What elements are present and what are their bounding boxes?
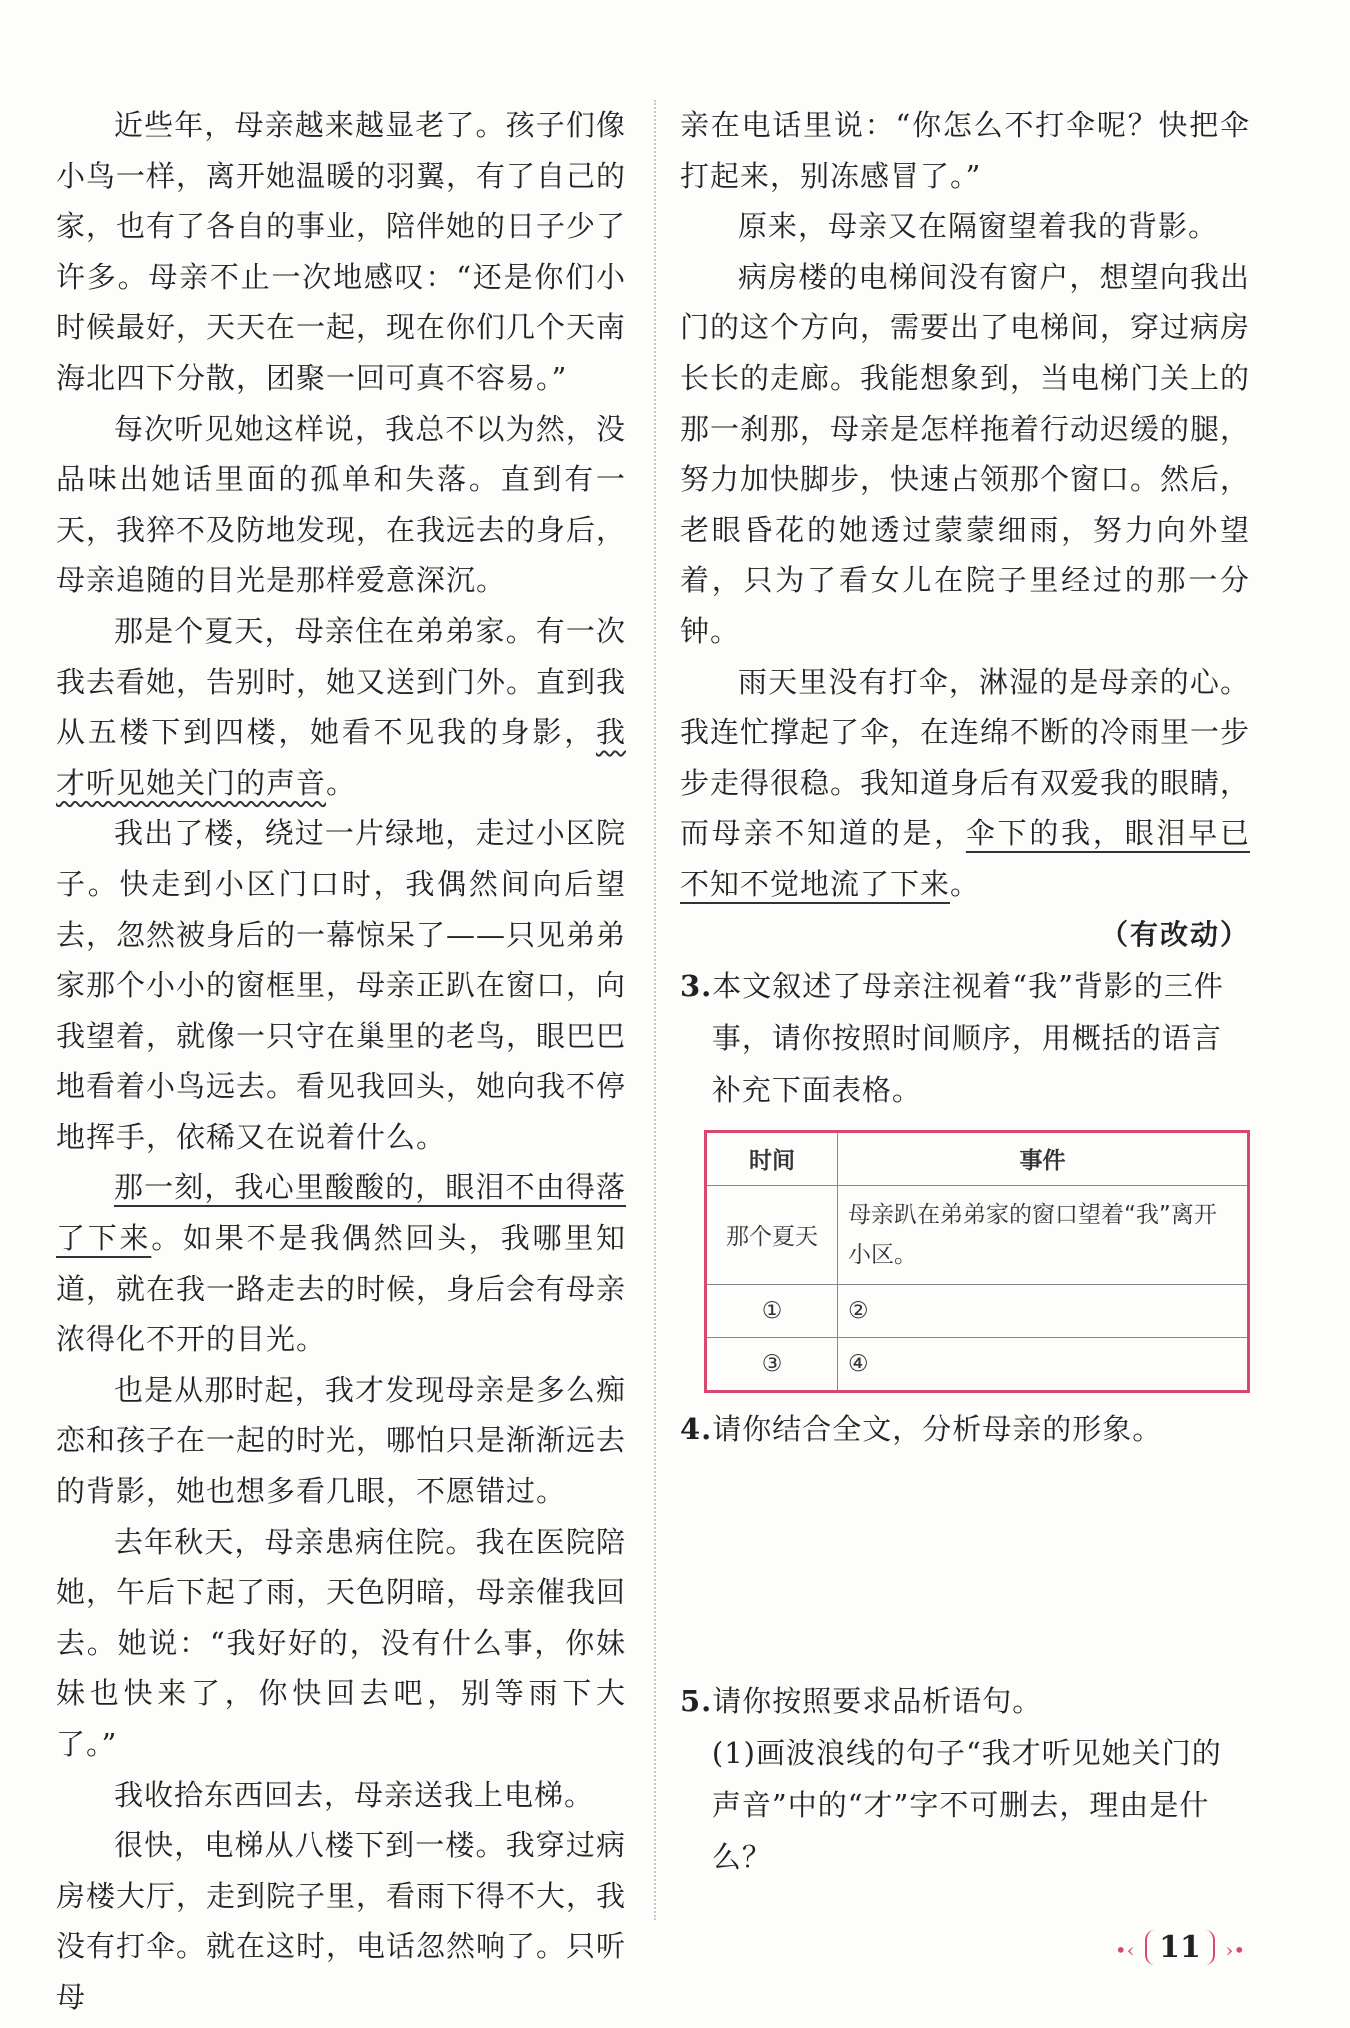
- paragraph: 病房楼的电梯间没有窗户，想望向我出门的这个方向，需要出了电梯间，穿过病房长长的走廊。我能想象到，当电梯门关上的那一刹那，母亲是怎样拖着行动迟缓的腿，努力加快脚步，快速占领那个窗口。然后，老眼昏花的她透过蒙蒙细雨，努力向外望着，只为了看女儿在院子里经过的那一分钟。: [680, 259, 1251, 648]
- question-text: 请你结合全文，分析母亲的形象。: [712, 1411, 1163, 1446]
- table-row: [706, 1284, 1249, 1337]
- paragraph: 很快，电梯从八楼下到一楼。我穿过病房楼大厅，走到院子里，看雨下得不大，我没有打伞。就在这时，电话忽然响了。只听母: [56, 1828, 627, 2014]
- underlined-sentence: 那一刻，我心里酸酸的，眼泪不由得落了下来: [56, 1170, 626, 1256]
- question-5-1: (1)画波浪线的句子“我才听见她关门的声音”中的“才”字不可删去，理由是什么？: [711, 1735, 1222, 1874]
- question-5: [680, 1675, 1250, 1727]
- paragraph: [56, 1162, 626, 1364]
- table-cell-time: 那个夏天: [706, 1185, 838, 1284]
- table-row: [706, 1337, 1249, 1391]
- text-run: 。如果不是我偶然回头，我哪里知道，就在我一路走去的时候，身后会有母亲浓得化不开的目光。: [56, 1221, 627, 1357]
- paragraph: 我出了楼，绕过一片绿地，走过小区院子。快走到小区门口时，我偶然间向后望去，忽然被身后的一幕惊呆了——只见弟弟家那个小小的窗框里，母亲正趴在窗口，向我望着，就像一只守在巢里的老鸟，眼巴巴地看着小鸟远去。看见我回头，她向我不停地挥手，依稀又在说着什么。: [56, 816, 627, 1154]
- paragraph: 我收拾东西回去，母亲送我上电梯。: [114, 1777, 595, 1812]
- table-header-event: 事件: [838, 1131, 1249, 1185]
- events-table: [704, 1130, 1250, 1393]
- question-text: 请你按照要求品析语句。: [712, 1683, 1043, 1718]
- dot-decoration-icon: •‹: [1114, 1938, 1135, 1962]
- page-number: [1110, 1930, 1250, 1965]
- source-note: （有改动）: [1099, 917, 1250, 951]
- text-run: 。: [950, 866, 981, 901]
- wavy-underlined-sentence: 我才听见她关门的声音: [56, 715, 626, 800]
- question-number: 5.: [680, 1683, 713, 1718]
- table-row: [706, 1185, 1249, 1284]
- paragraph: 近些年，母亲越来越显老了。孩子们像小鸟一样，离开她温暖的羽翼，有了自己的家，也有了各自的事业，陪伴她的日子少了许多。母亲不止一次地感叹：“还是你们小时候最好，天天在一起，现在你们几个天南海北四下分散，团聚一回可真不容易。”: [56, 108, 627, 395]
- text-run: 那是个夏天，母亲住在弟弟家。有一次我去看她，告别时，她又送到门外。直到我从五楼下到四楼，她看不见我的身影，: [56, 613, 627, 750]
- left-column: [56, 100, 626, 2023]
- question-3: [680, 960, 1250, 1116]
- column-divider: [654, 100, 656, 1920]
- answer-blank-2[interactable]: ②: [838, 1284, 1249, 1337]
- page-number-value: 11: [1145, 1930, 1215, 1965]
- paragraph: 每次听见她这样说，我总不以为然，没品味出她话里面的孤单和失落。直到有一天，我猝不及防地发现，在我远去的身后，母亲追随的目光是那样爱意深沉。: [56, 411, 627, 598]
- answer-blank-4[interactable]: ④: [838, 1337, 1249, 1391]
- right-column: [680, 100, 1250, 1883]
- paragraph: 原来，母亲又在隔窗望着我的背影。: [738, 209, 1219, 244]
- answer-space[interactable]: [680, 1455, 1250, 1675]
- table-cell-event: 母亲趴在弟弟家的窗口望着“我”离开小区。: [838, 1185, 1249, 1284]
- question-number: 3.: [680, 968, 713, 1003]
- paragraph: 也是从那时起，我才发现母亲是多么痴恋和孩子在一起的时光，哪怕只是渐渐远去的背影，她也想多看几眼，不愿错过。: [56, 1372, 627, 1509]
- paragraph: 去年秋天，母亲患病住院。我在医院陪她，午后下起了雨，天色阴暗，母亲催我回去。她说：“我好好的，没有什么事，你妹妹也快来了，你快回去吧，别等雨下大了。”: [56, 1524, 627, 1761]
- paragraph: [56, 606, 626, 808]
- paragraph: 亲在电话里说：“你怎么不打伞呢？快把伞打起来，别冻感冒了。”: [680, 108, 1250, 193]
- underlined-sentence: 伞下的我，眼泪早已不知不觉地流了下来: [680, 816, 1250, 901]
- text-run: 。: [326, 765, 357, 800]
- question-4: [680, 1403, 1250, 1455]
- question-text: 本文叙述了母亲注视着“我”背影的三件事，请你按照时间顺序，用概括的语言补充下面表格。: [711, 968, 1224, 1107]
- question-number: 4.: [680, 1411, 713, 1446]
- answer-blank-1[interactable]: ①: [706, 1284, 838, 1337]
- answer-blank-3[interactable]: ③: [706, 1337, 838, 1391]
- paragraph: [680, 657, 1250, 910]
- text-run: 雨天里没有打伞，淋湿的是母亲的心。我连忙撑起了伞，在连绵不断的冷雨里一步步走得很稳。我知道身后有双爱我的眼睛，而母亲不知道的是，: [680, 664, 1251, 851]
- table-header-time: 时间: [706, 1131, 838, 1185]
- dot-decoration-icon: ›•: [1225, 1938, 1246, 1962]
